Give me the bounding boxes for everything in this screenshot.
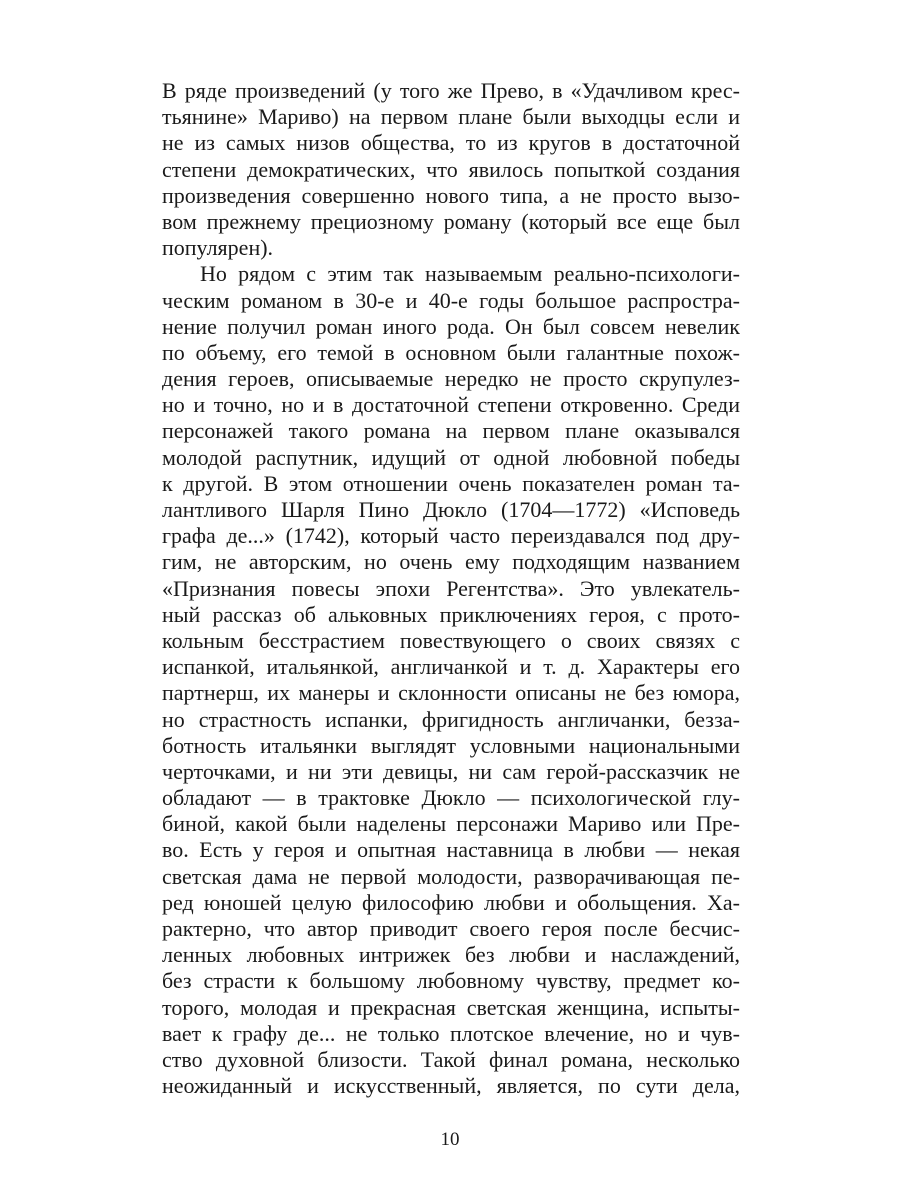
text-line-38: ство духовной близости. Такой финал романа, несколько: [162, 1046, 740, 1072]
text-line-20: «Признания повесы эпохи Регентства». Это увлекатель-: [162, 575, 740, 601]
text-line-25: но страстность испанки, фригидность англичанки, безза-: [162, 706, 740, 732]
text-line-5: произведения совершенно нового типа, а не просто вызо-: [162, 182, 740, 208]
text-line-34: ленных любовных интрижек без любви и наслаждений,: [162, 942, 740, 968]
text-line-24: партнерш, их манеры и склонности описаны не без юмора,: [162, 680, 740, 706]
page-number: 10: [440, 1129, 460, 1150]
text-line-4: степени демократических, что явилось попыткой создания: [162, 156, 740, 182]
text-line-35: без страсти к большому любовному чувству, предмет ко-: [162, 968, 740, 994]
text-line-28: обладают — в трактовке Дюкло — психологической глу-: [162, 785, 740, 811]
text-line-12: дения героев, описываемые нередко не просто скрупулез-: [162, 366, 740, 392]
text-line-33: рактерно, что автор приводит своего героя после бесчис-: [162, 916, 740, 941]
text-line-19: гим, не авторским, но очень ему подходящим названием: [162, 549, 740, 575]
text-line-29: биной, какой были наделены персонажи Мариво или Пре-: [162, 811, 740, 837]
text-line-39: неожиданный и искусственный, является, по сути дела,: [162, 1073, 740, 1099]
text-line-18: графа де...» (1742), который часто переиздавался под дру-: [162, 523, 740, 549]
text-line-27: черточками, и ни эти девицы, ни сам герой-рассказчик не: [162, 758, 740, 784]
text-line-9: ческим романом в 30-е и 40-е годы большое распростра-: [162, 287, 740, 313]
text-line-13: но и точно, но и в достаточной степени откровенно. Среди: [162, 392, 740, 418]
text-line-7: популярен).: [162, 235, 274, 261]
text-line-21: ный рассказ об альковных приключениях героя, с прото-: [162, 601, 740, 627]
text-line-32: ред юношей целую философию любви и обольщения. Ха-: [162, 889, 740, 915]
text-line-37: вает к графу де... не только плотское влечение, но и чув-: [162, 1020, 740, 1046]
text-line-8: Но рядом с этим так называемым реально-психологи-: [200, 261, 740, 287]
text-line-2: тьянине» Мариво) на первом плане были выходцы если и: [162, 104, 740, 130]
text-line-15: молодой распутник, идущий от одной любовной победы: [162, 444, 740, 470]
text-line-6: вом прежнему прециозному роману (который все еще был: [162, 208, 740, 234]
text-line-23: испанкой, итальянкой, англичанкой и т. д. Характеры его: [162, 654, 740, 680]
text-line-36: торого, молодая и прекрасная светская женщина, испыты-: [162, 994, 740, 1020]
text-line-31: светская дама не первой молодости, разворачивающая пе-: [162, 863, 740, 889]
text-line-1: В ряде произведений (у того же Прево, в «Удачливом крес-: [162, 78, 740, 103]
text-line-14: персонажей такого романа на первом плане оказывался: [162, 418, 740, 444]
text-line-17: лантливого Шарля Пино Дюкло (1704—1772) «Исповедь: [162, 497, 740, 522]
text-line-10: нение получил роман иного рода. Он был совсем невелик: [162, 313, 740, 339]
text-line-16: к другой. В этом отношении очень показателен роман та-: [162, 470, 740, 496]
text-line-26: ботность итальянки выглядят условными национальными: [162, 732, 740, 758]
text-line-22: кольным бесстрастием повествующего о своих связях с: [162, 627, 740, 653]
text-line-11: по объему, его темой в основном были галантные похож-: [162, 339, 740, 365]
body-text: [162, 78, 740, 1099]
text-line-30: во. Есть у героя и опытная наставница в любви — некая: [162, 837, 740, 863]
text-line-3: не из самых низов общества, то из кругов в достаточной: [162, 130, 740, 156]
